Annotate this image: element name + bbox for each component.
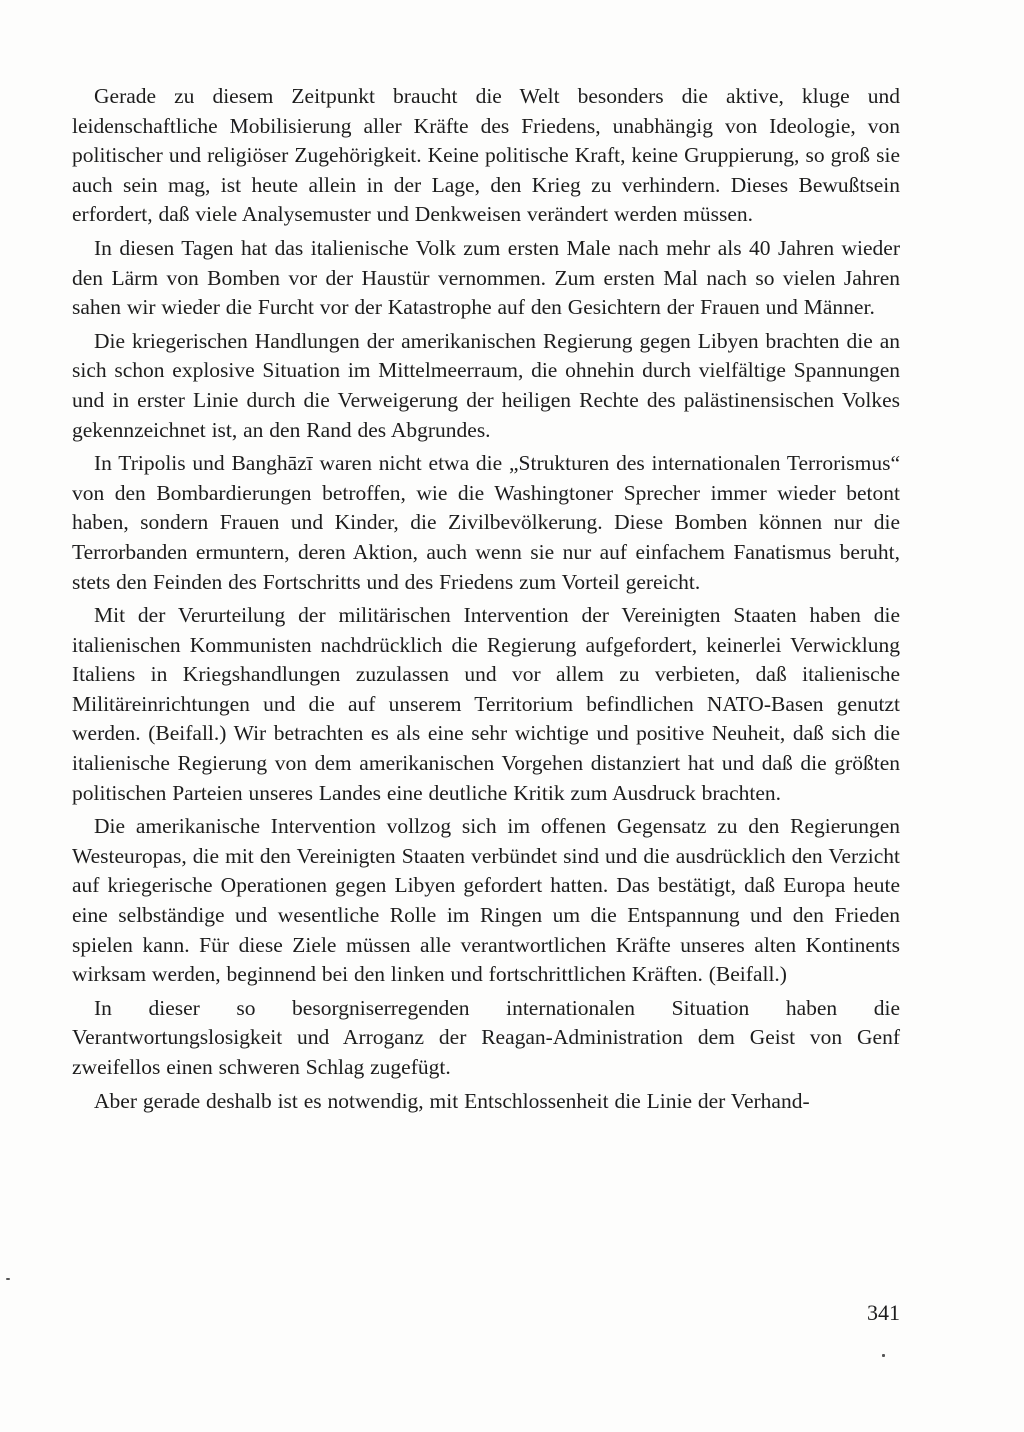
paragraph-last: Aber gerade deshalb ist es notwendig, mit Entschlossenheit die Linie der Verhand-	[94, 1088, 810, 1113]
paragraph: In diesen Tagen hat das italienische Volk zum ersten Male nach mehr als 40 Jahren wieder den Lärm von Bomben vor der Haustür vernommen. Zum ersten Mal nach so vielen Jahren sahen wir wieder die Furcht vor der Katastrophe auf den Gesichtern der Frauen und Männer.	[72, 235, 900, 320]
page-number: 341	[867, 1300, 900, 1325]
scan-speck	[882, 1354, 885, 1357]
paragraph: Die amerikanische Intervention vollzog sich im offenen Gegensatz zu den Regierungen Westeuropas, die mit den Vereinigten Staaten verbündet sind und die ausdrücklich den Verzicht auf kriegerische Operationen gegen Libyen gefordert hatten. Das bestätigt, daß Europa heute eine selbständige und wesentliche Rolle im Ringen um die Entspannung und den Frieden spielen kann. Für diese Ziele müssen alle verantwortlichen Kräfte unseres alten Kontinents wirksam werden, beginnend bei den linken und fortschrittlichen Kräften. (Beifall.)	[72, 814, 900, 987]
paragraph: Mit der Verurteilung der militärischen Intervention der Vereinigten Staaten haben die italienischen Kommunisten nachdrücklich die Regierung aufgefordert, keinerlei Verwicklung Italiens in Kriegshandlungen zuzulassen und vor allem zu verbieten, daß italienische Militäreinrichtungen und die auf unserem Territorium befindlichen NATO-Basen genutzt werden. (Beifall.) Wir betrachten es als eine sehr wichtige und positive Neuheit, daß sich die italienische Regierung von dem amerikanischen Vorgehen distanziert hat und daß die größten politischen Parteien unseres Landes eine deutliche Kritik zum Ausdruck brachten.	[72, 603, 900, 805]
paragraph: Die kriegerischen Handlungen der amerikanischen Regierung gegen Libyen brachten die an sich schon explosive Situation im Mittelmeerraum, die ohnehin durch vielfältige Spannungen und in erster Linie durch die Verweigerung der heiligen Rechte des palästinensischen Volkes gekennzeichnet ist, an den Rand des Abgrundes.	[72, 328, 900, 442]
paragraph: In dieser so besorgniserregenden internationalen Situation haben die Verantwortungslosigkeit und Arroganz der Reagan-Administration dem Geist von Genf zweifellos einen schweren Schlag zugefügt.	[72, 995, 900, 1079]
body-text	[72, 82, 900, 1120]
paragraph: Gerade zu diesem Zeitpunkt braucht die Welt besonders die aktive, kluge und leidenschaftliche Mobilisierung aller Kräfte des Friedens, unabhängig von Ideologie, von politischer und religiöser Zugehörigkeit. Keine politische Kraft, keine Gruppierung, so groß sie auch sein mag, ist heute allein in der Lage, den Krieg zu verhindern. Dieses Bewußtsein erfordert, daß viele Analysemuster und Denkweisen verändert werden müssen.	[72, 84, 900, 227]
paragraph: In Tripolis und Banghāzī waren nicht etwa die „Strukturen des internationalen Terrorismus“ von den Bombardierungen betroffen, wie die Washingtoner Sprecher immer wieder betont haben, sondern Frauen und Kinder, die Zivilbevölkerung. Diese Bomben können nur die Terrorbanden ermuntern, deren Aktion, auch wenn sie nur auf einfachem Fanatismus beruht, stets den Feinden des Fortschritts und des Friedens zum Vorteil gereicht.	[72, 451, 900, 594]
scan-speck	[6, 1278, 10, 1280]
